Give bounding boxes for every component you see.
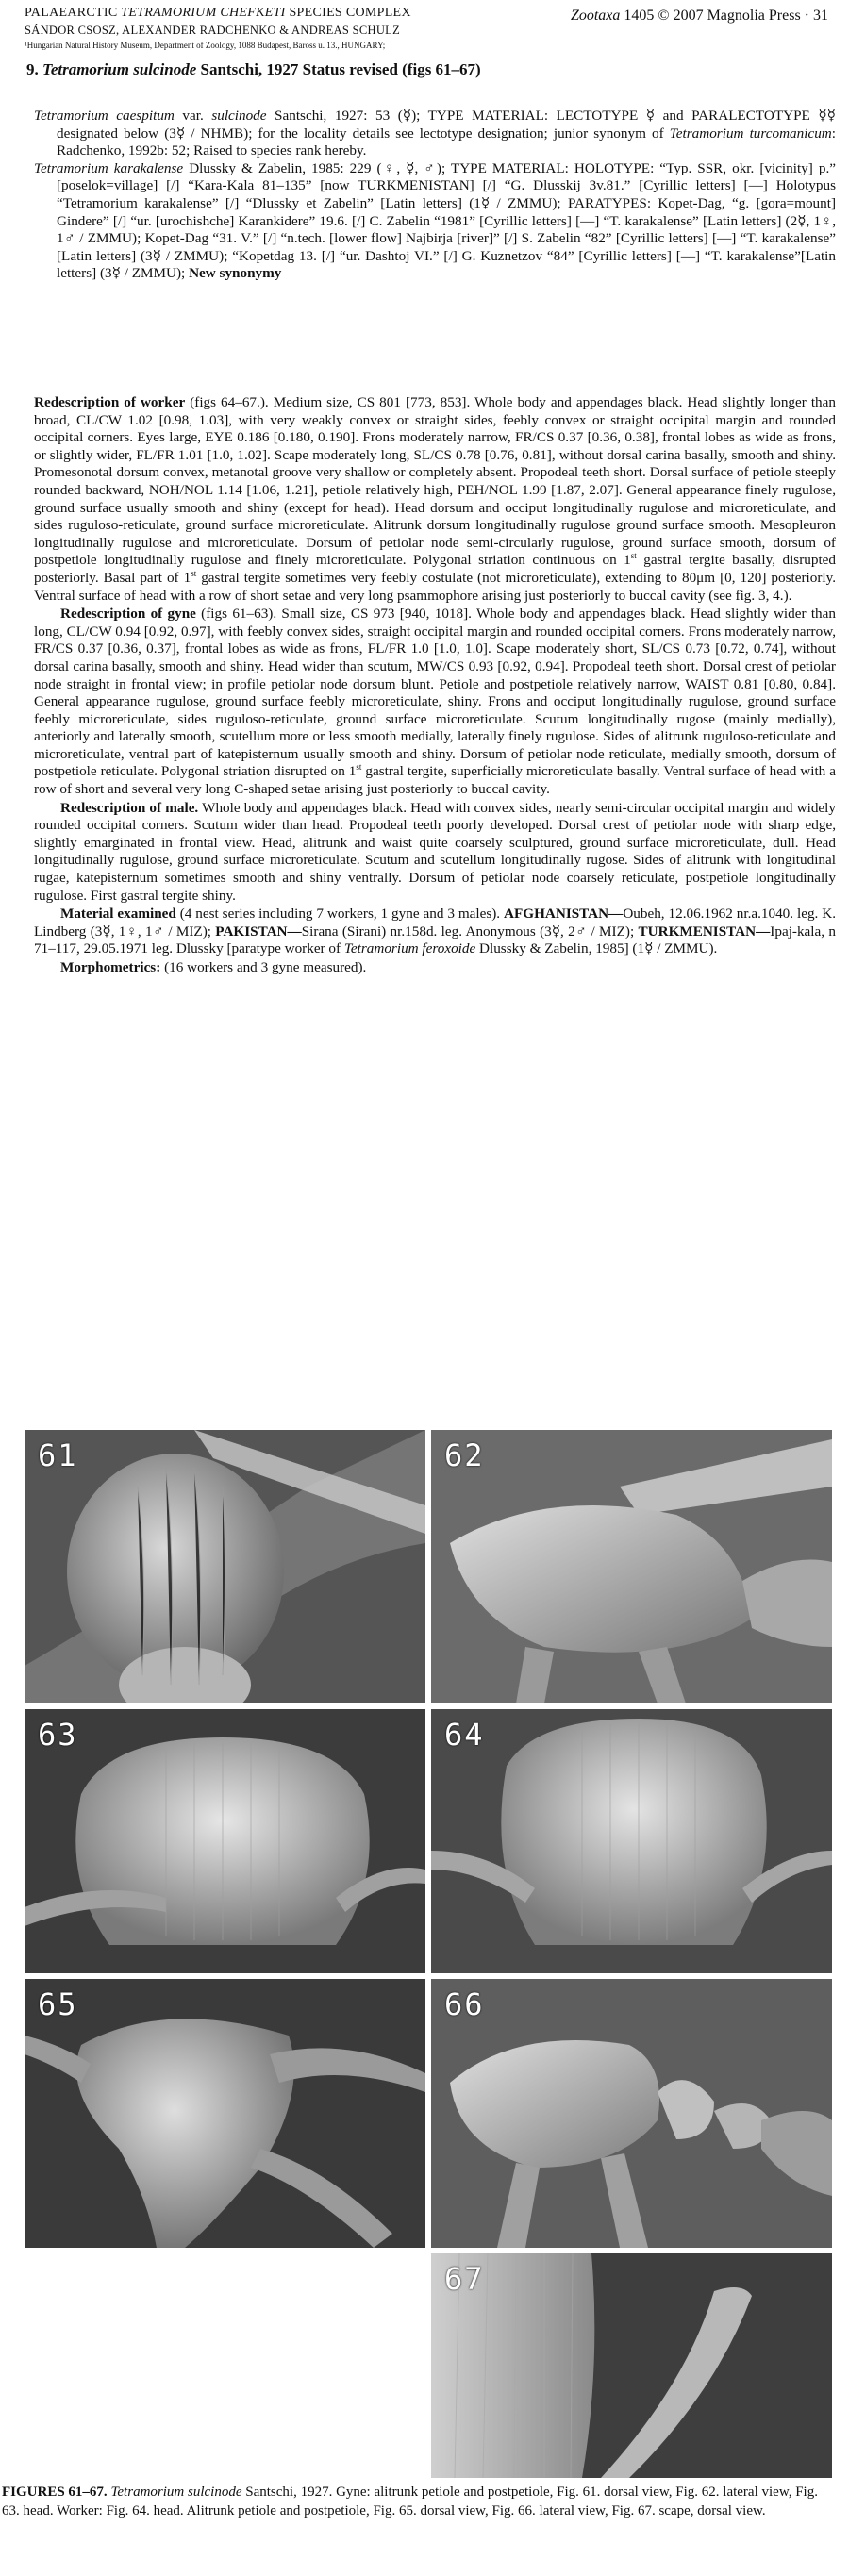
section-title: 9. Tetramorium sulcinode Santschi, 1927 Status revised (figs 61–67) xyxy=(26,60,481,78)
authors-line: SÁNDOR CSOSZ, ALEXANDER RADCHENKO & ANDREAS SCHULZ xyxy=(25,24,401,37)
gyne-paragraph: Redescription of gyne (figs 61–63). Small size, CS 973 [940, 1018]. Whole body and appendages black. Head slightly wider than long, CL/CW 0.94 [0.92, 0.97], with feebly convex sides, straight occipital margin and rounded occipital corners. Frons moderately narrow, FR/CS 0.37 [0.36, 0.37], frontal lobes as wide as frons, FL/FR 1.0 [1.0, 1.0]. Scape moderately short, SL/CS 0.73 [0.72, 0.74], without dorsal carina basally, smooth and shiny. Head wider than scutum, MW/CS 0.93 [0.92, 0.94]. Propodeal teeth short. Dorsal crest of petiolar node straight in frontal view; in profile petiolar node dorsum blunt. Petiole and postpetiole relatively narrow, WAIST 0.81 [0.80, 0.84]. General appearance rugulose, ground surface feebly microreticulate, shiny. Frons and occiput longitudinally rugulose, ground surface feebly microreticulate, sides ruguloso-reticulate, ground surface microreticulate. Scutum longitudinally rugose (mainly medially), anteriorly and laterally smooth, scutellum more or less smooth medially, laterally finely rugulose. Sides of alitrunk ruguloso-reticulate and microreticulate, ventral part of katepisternum usually smooth and shiny. Dorsum of petiolar node reticulate, medially smooth, dorsum of postpetiole reticulate. Polygonal striation disrupted on 1st gastral tergite, superficially microreticulate basally. Ventral surface of head with a row of short and several very long C-shaped setae arising just posteriorly to buccal cavity. xyxy=(34,606,836,798)
figure-61-gyne-dorsal xyxy=(25,1430,425,1703)
journal-name: Zootaxa xyxy=(570,8,621,24)
sem-image-66 xyxy=(431,1979,832,2248)
figure-number-63: 63 xyxy=(38,1717,78,1753)
material-paragraph: Material examined (4 nest series including 7 workers, 1 gyne and 3 males). AFGHANISTAN—Oubeh, 12.06.1962 nr.a.1040. leg. K. Lindberg (3☿, 1♀, 1♂ / MIZ); PAKISTAN—Sirana (Sirani) nr.158d. leg. Anonymous (3☿, 2♂ / MIZ); TURKMENISTAN—Ipaj-kala, n 71–117, 29.05.1971 leg. Dlussky [paratype worker of Tetramorium feroxoide Dlussky & Zabelin, 1985] (1☿ / ZMMU). xyxy=(34,906,836,957)
figure-66-worker-lateral xyxy=(431,1979,832,2248)
figure-63-gyne-head xyxy=(25,1709,425,1973)
affiliation-line: ¹Hungarian Natural History Museum, Department of Zoology, 1088 Budapest, Baross u. 13., HUNGARY; xyxy=(25,41,386,50)
worker-paragraph: Redescription of worker (figs 64–67.). Medium size, CS 801 [773, 853]. Whole body and appendages black. Head slightly longer than broad, CL/CW 1.02 [0.98, 1.03], with very weakly convex or straight sides, feebly convex or straight occipital margin and rounded occipital corners. Eyes large, EYE 0.186 [0.180, 0.190]. Frons moderately narrow, FR/CS 0.37 [0.36, 0.38], frontal lobes as wide as frons, or slightly wider, FL/FR 1.01 [1.0, 1.02]. Scape moderately long, SL/CS 0.78 [0.76, 0.81], without dorsal carina basally, smooth and shiny. Promesonotal dorsum convex, metanotal groove very shallow or completely absent. Propodeal teeth short. Dorsal surface of petiole steeply rounded backward, NOH/NOL 1.14 [1.06, 1.21], petiole relatively high, PEH/NOL 1.99 [1.87, 2.07]. General appearance finely rugulose, ground surface usually smooth and shiny (except for head). Head dorsum and occiput longitudinally rugulose and microreticulate, and sides ruguloso-reticulate, ground surface microreticulate. Alitrunk dorsum longitudinally rugulose ground surface smooth. Mesopleuron longitudinally rugulose and microreticulate. Dorsum of petiolar node semi-circularly rugulose, ground surface smooth, dorsum of postpetiole longitudinally rugulose and finely microreticulate. Polygonal striation continuous on 1st gastral tergite basally, disrupted posteriorly. Basal part of 1st gastral tergite sometimes very feebly costulate (not microreticulate), extending to 80μm [0, 120] posteriorly. Ventral surface of head with a row of short setae and very long psammophore arising just posteriorly to buccal cavity (see fig. 3, 4.). xyxy=(34,394,837,604)
figure-number-61: 61 xyxy=(38,1438,78,1473)
sem-image-61 xyxy=(25,1430,425,1703)
journal-info: Zootaxa 1405 © 2007 Magnolia Press · 31 xyxy=(570,8,828,24)
copyright: © 2007 Magnolia Press xyxy=(658,8,801,24)
journal-volume: 1405 xyxy=(624,8,655,24)
figure-caption: FIGURES 61–67. Tetramorium sulcinode Santschi, 1927. Gyne: alitrunk petiole and postpetiole, Fig. 61. dorsal view, Fig. 62. lateral view, Fig. 63. head. Worker: Fig. 64. head. Alitrunk petiole and postpetiole, Fig. 65. dorsal view, Fig. 66. lateral view, Fig. 67. scape, dorsal view. xyxy=(2,2485,818,2518)
male-paragraph: Redescription of male. Whole body and appendages black. Head with convex sides, nearly semi-circular occipital margin and widely rounded occipital corners. Scutum wider than head. Propodeal teeth poorly developed. Dorsal crest of petiolar node with sharp edge, slightly emarginated in frontal view. Head, alitrunk and waist quite coarsely sculptured, ground surface microreticulate, dull. Head longitudinally rugulose, ground surface microreticulate. Scutum and scutellum longitudinally rugose. Sides of alitrunk with longitudinal rugae, katepisternum sometimes smooth and shiny ventrally. Dorsum of petiolar node coarsely reticulate, postpetiole longitudinally rugulose. First gastral tergite shiny. xyxy=(34,799,836,904)
page-number: 31 xyxy=(813,8,828,24)
synonymy-entry-2: Tetramorium karakalense Dlussky & Zabelin, 1985: 229 (♀, ☿, ♂); TYPE MATERIAL: HOLOTYPE: “Typ. SSR, okr. [vicinity] p.” [poselok=village] [/] “Kara-Kala 81–135” [now TURKMENISTAN] [/] “G. Dlusskij 3v.81.” [Cyrillic letters] [—] Holotypus “Tetramorium karakalense” [/] “Dlussky et Zabelin” [Latin letters] (1☿ / ZMMU); PARATYPES: Kopet-Dag, “g. [gora=mount] Gindere” [/] “ur. [urochishche] Karankidere” 19.6. [/] C. Zabelin “1981” [Cyrillic letters] [—] “T. karakalense” [Latin letters] (2☿, 1♀, 1♂ / ZMMU); Kopet-Dag “31. V.” [/] “n.tech. [lower flow] Najbirja [river]” [/] S. Zabelin “82” [Cyrillic letters] [—] “T. karakalense” [Latin letters] (3☿ / ZMMU); “Kopetdag 13. [/] “ur. Dashtoj VI.” [/] G. Kuznetzov “84” [Cyrillic letters] [—] “T. karakalense”[Latin letters] (3☿ / ZMMU); New synonymy xyxy=(34,159,836,282)
synonymy-block xyxy=(34,108,836,283)
sem-image-67 xyxy=(431,2253,832,2478)
figure-number-65: 65 xyxy=(38,1986,78,2022)
sem-image-62 xyxy=(431,1430,832,1703)
running-header xyxy=(0,6,849,78)
sem-image-64 xyxy=(431,1709,832,1973)
morphometrics-paragraph: Morphometrics: (16 workers and 3 gyne measured). xyxy=(60,959,367,975)
figure-number-64: 64 xyxy=(444,1717,485,1753)
figure-64-worker-head xyxy=(431,1709,832,1973)
figure-62-gyne-lateral xyxy=(431,1430,832,1703)
body-text xyxy=(34,394,836,978)
figure-65-worker-dorsal xyxy=(25,1979,425,2248)
synonymy-entry-1: Tetramorium caespitum var. sulcinode Santschi, 1927: 53 (☿); TYPE MATERIAL: LECTOTYPE ☿ and PARALECTOTYPE ☿☿ designated below (3☿ / NHMB); for the locality details see lectotype designation; junior synonym of Tetramorium turcomanicum: Radchenko, 1992b: 52; Raised to species rank hereby. xyxy=(34,108,836,159)
figure-number-62: 62 xyxy=(444,1438,485,1473)
figure-number-67: 67 xyxy=(444,2261,485,2297)
figure-number-66: 66 xyxy=(444,1986,485,2022)
figure-67-worker-scape xyxy=(431,2253,832,2478)
sem-image-65 xyxy=(25,1979,425,2248)
sem-image-63 xyxy=(25,1709,425,1973)
series-line: PALAEARCTIC TETRAMORIUM CHEFKETI SPECIES COMPLEX xyxy=(25,6,411,20)
